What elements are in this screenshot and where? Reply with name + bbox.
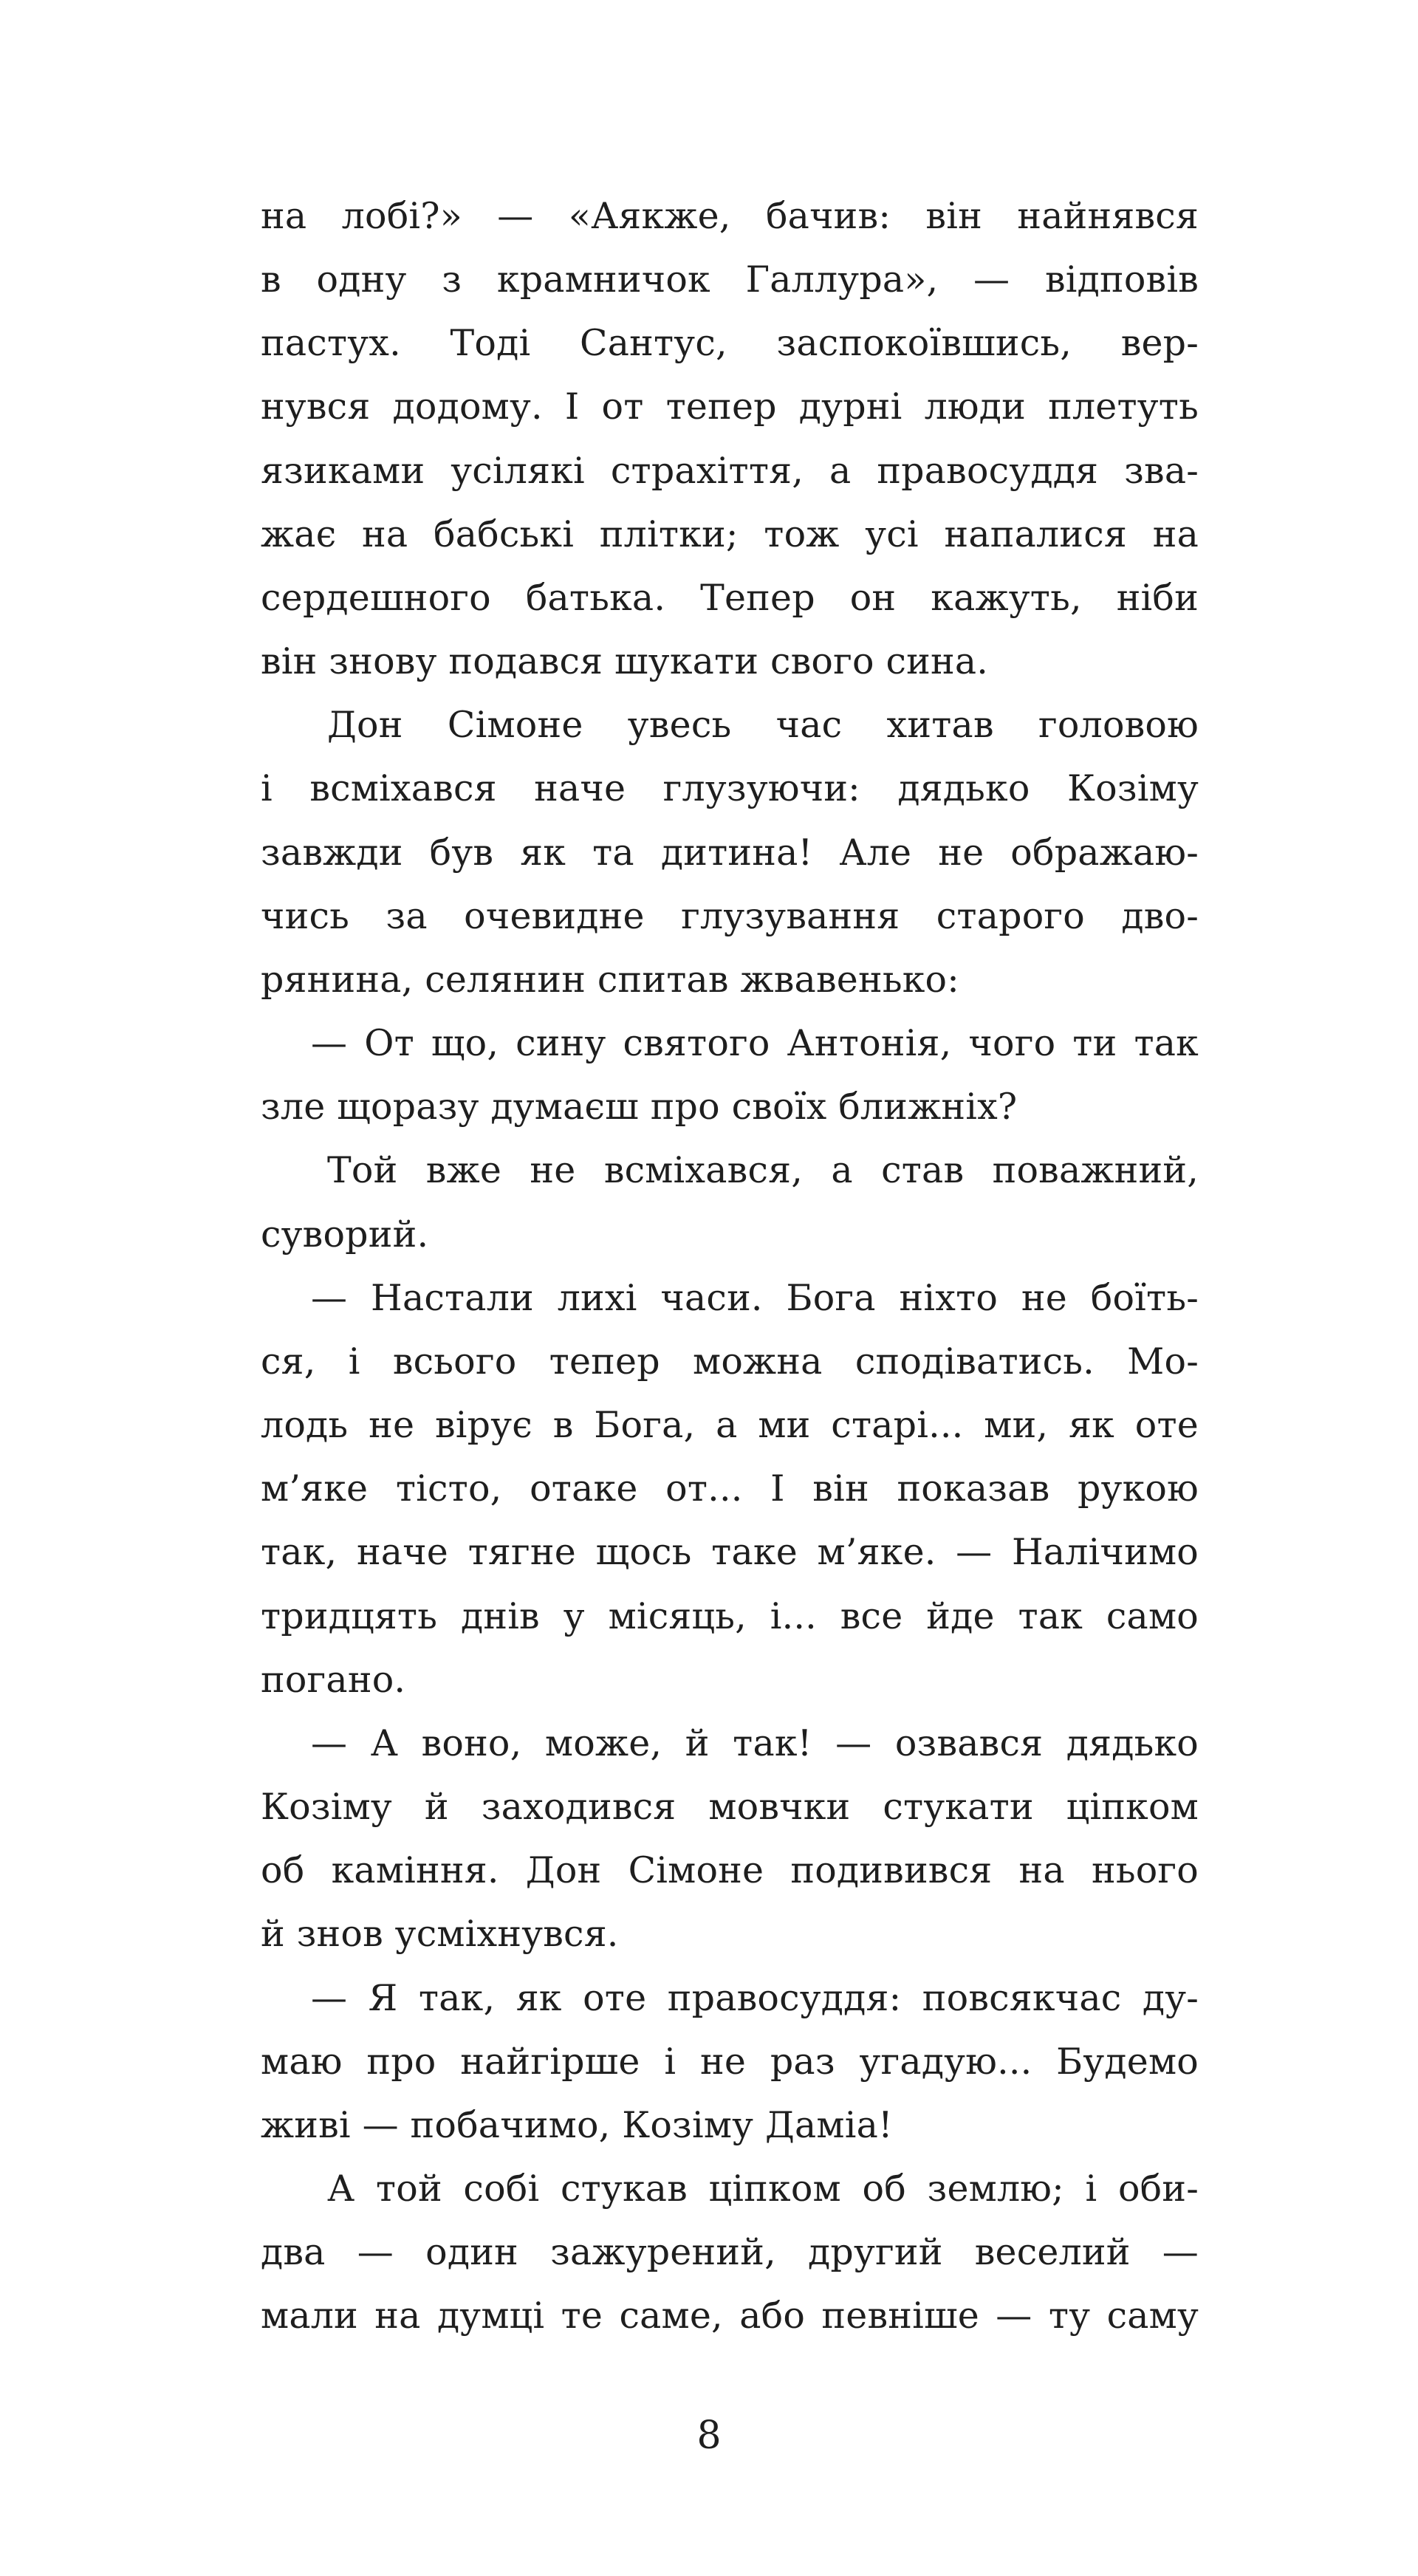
paragraph-start-line: Дон Сімоне увесь час хитав головою [327, 704, 1199, 746]
dialogue-line: — Я так, як оте правосуддя: повсякчас ду- [311, 1977, 1199, 2019]
text-line: зле щоразу думаєш про своїх ближніх? [261, 1086, 1018, 1128]
text-line: пастух. Тоді Сантус, заспокоївшись, вер- [261, 322, 1199, 364]
text-line: живі — побачимо, Козіму Даміа! [261, 2104, 893, 2146]
text-line: ся, і всього тепер можна сподіватись. Мо- [261, 1340, 1199, 1383]
text-line: й знов усміхнувся. [261, 1913, 619, 1955]
text-line: суворий. [261, 1213, 429, 1256]
paragraph-start-line: Той вже не всміхався, а став поважний, [327, 1149, 1199, 1191]
text-line: об каміння. Дон Сімоне подивився на нього [261, 1849, 1199, 1891]
text-line: Козіму й заходився мовчки стукати ціпком [261, 1786, 1199, 1828]
text-line: завжди був як та дитина! Але не ображаю- [261, 832, 1199, 874]
text-line: так, наче тягне щось таке м’яке. — Налічимо [261, 1531, 1199, 1573]
dialogue-line: — Настали лихі часи. Бога ніхто не боїть- [311, 1277, 1199, 1319]
text-line: в одну з крамничок Галлура», — відповів [261, 258, 1199, 301]
text-line: м’яке тісто, отаке от... І він показав рукою [261, 1467, 1199, 1510]
text-line: лодь не вірує в Бога, а ми старі... ми, як оте [261, 1404, 1199, 1446]
text-line: нувся додому. І от тепер дурні люди плетуть [261, 386, 1199, 428]
text-line: тридцять днів у місяць, і... все йде так само [261, 1595, 1199, 1637]
text-line: жає на бабські плітки; тож усі напалися на [261, 513, 1199, 555]
text-line: погано. [261, 1659, 406, 1701]
text-line: язиками усілякі страхіття, а правосуддя зва- [261, 450, 1199, 492]
paragraph-start-line: А той собі стукав ціпком об землю; і оби- [327, 2168, 1199, 2210]
dialogue-line: — От що, сину святого Антонія, чого ти так [311, 1022, 1199, 1064]
text-line: маю про найгірше і не раз угадую... Будемо [261, 2041, 1199, 2083]
text-line: на лобі?» — «Аякже, бачив: він найнявся [261, 195, 1199, 237]
text-line: і всміхався наче глузуючи: дядько Козіму [261, 767, 1199, 809]
text-line: сердешного батька. Тепер он кажуть, ніби [261, 577, 1199, 619]
text-line: він знову подався шукати свого сина. [261, 640, 989, 682]
page-number: 8 [696, 2414, 722, 2458]
text-line: чись за очевидне глузування старого дво- [261, 895, 1199, 937]
text-line: рянина, селянин спитав жвавенько: [261, 959, 959, 1001]
dialogue-line: — А воно, може, й так! — озвався дядько [311, 1722, 1199, 1764]
text-line: два — один зажурений, другий веселий — [261, 2231, 1199, 2273]
text-line: мали на думці те саме, або певніше — ту саму [261, 2295, 1199, 2337]
